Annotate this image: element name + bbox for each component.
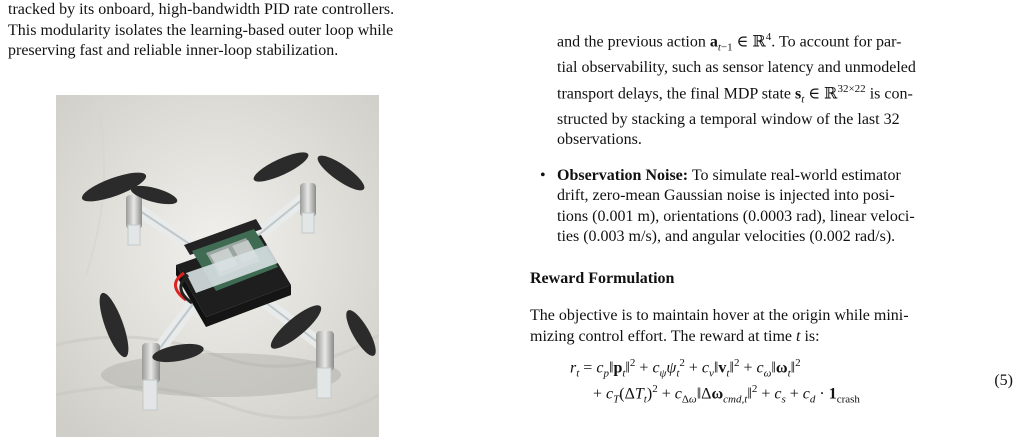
equation-number: (5) [994, 372, 1013, 390]
section-heading: Reward Formulation [530, 269, 675, 287]
reward-intro [530, 306, 1013, 347]
reward-intro-line-1: The objective is to maintain hover at the origin while mini- [530, 307, 909, 325]
equation-line-2: + $c_T(\Delta T_t)^2$ + $c_{\Delta\omega}‖\Delta\omega_{cmd,t}‖^2 + c_s + c_d \cdot 1_{crash}$ [593, 383, 860, 406]
left-text-line-3: preserving fast and reliable inner-loop stabilization. [8, 42, 339, 59]
quadrotor-figure [56, 95, 379, 437]
state-line-2: tial observability, such as sensor latency and unmodeled [557, 59, 916, 77]
noise-bullet-list [530, 166, 1013, 248]
state-line-1: and the previous action $a_{t-1}$ ∈ ℝ$^4$. To account for par- [557, 31, 902, 54]
reward-intro-line-2: mizing control effort. The reward at time t is: [530, 327, 820, 345]
quadrotor-drone-image [56, 95, 379, 437]
state-line-3: transport delays, the final MDP state $s_t$ ∈ ℝ$^{32\times 22}$ is con- [557, 82, 913, 106]
noise-bullet: • Observation Noise: To simulate real-world estimator drift, zero-mean Gaussian noise is injected into posi- tions (0.001 m), orientations (0.0003 rad), linear veloci- ties (0.003 m/s), and angular velocities (0.002 rad/s). [540, 166, 915, 246]
bullet-dot-icon: • [540, 166, 546, 184]
left-column [8, 0, 490, 62]
left-text-line-2: This modularity isolates the learning-based outer loop while [8, 21, 394, 39]
left-text-line-1: tracked by its onboard, high-bandwidth PID rate controllers. [8, 1, 395, 18]
state-line-4: structed by stacking a temporal window of the last 32 [557, 110, 900, 128]
reward-equation [530, 357, 1013, 407]
state-paragraph [530, 0, 1013, 151]
equation-line-1: $r_t$ = $c_p‖p_t‖^2 + c_\psi\psi_t^2$ + $c_v‖v_t‖^2$ + $c_\omega‖\omega_t‖^2$ [570, 357, 801, 380]
state-line-5: observations. [557, 131, 642, 149]
right-column [530, 0, 1013, 407]
